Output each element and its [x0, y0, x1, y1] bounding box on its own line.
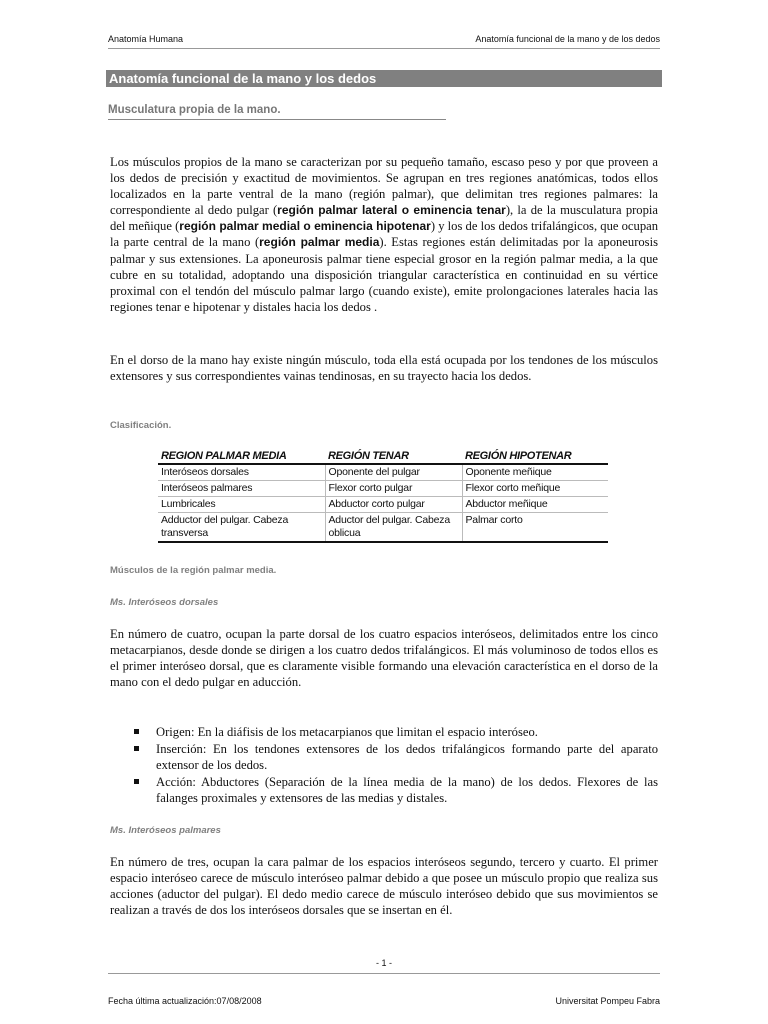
- intro-bold-hipotenar: región palmar medial o eminencia hipotenar: [179, 219, 431, 234]
- table-header-row: [158, 449, 608, 464]
- table-cell: Aductor del pulgar. Cabeza oblicua: [325, 513, 462, 543]
- intro-text-d: ) y los de los dedos trifalángicos, que ocupan la parte central de la mano (: [110, 219, 659, 250]
- classification-heading: Clasificación.: [110, 420, 172, 431]
- intro-text-c: ), la de la musculatura propia del meñique (: [110, 203, 658, 234]
- table-header: REGION PALMAR MEDIA: [158, 449, 325, 464]
- palmares-heading: Ms. Interóseos palmares: [110, 825, 221, 836]
- palmares-paragraph: En número de tres, ocupan la cara palmar de los espacios interóseos segundo, tercero y cuarto. El primer espacio interóseo carece de músculo interóseo palmar debido a que posee un músculo propio que realiza sus acciones (aductor del pulgar). El dedo medio carece de músculo interóseo debido que sus movimientos se realizan a través de dos los interóseos dorsales que se insertan en él.: [110, 855, 658, 918]
- table-row: [158, 513, 608, 543]
- bullet-text: Origen: En la diáfisis de los metacarpianos que limitan el espacio interóseo.: [156, 725, 538, 739]
- footer-divider: [108, 973, 660, 974]
- intro-text-a: Los músculos propios de la mano se caracterizan por su pequeño tamaño, escaso peso y por que proveen a los dedos de precisión y exactitud de movimientos. Se agrupan en tres regiones anatómicas, todos ellos localizados en la parte ventral de la mano (región palmar), que delimitan tres regiones palmares: la correspondiente al dedo pulgar (: [110, 155, 658, 218]
- table-row: [158, 497, 608, 513]
- intro-paragraph: [110, 154, 658, 315]
- bullet-text: Acción: Abductores (Separación de la línea media de la mano) de los dedos. Flexores de las falanges proximales y extensores de las medias y distales.: [156, 775, 658, 806]
- table-cell: Oponente meñique: [462, 464, 608, 481]
- section-subtitle: Musculatura propia de la mano.: [108, 104, 446, 120]
- table-cell: Adductor del pulgar. Cabeza transversa: [158, 513, 325, 543]
- table-cell: Flexor corto pulgar: [325, 481, 462, 497]
- intro-text-e: ). Estas regiones están delimitadas por la aponeurosis palmar y sus extensiones. La aponeurosis palmar tiene especial grosor en la región palmar media, a la que cubre en su totalidad, adoptando una disposición triangular característica en continuidad en su vértice proximal con el tendón del músculo palmar largo (cuando existe), emite prolongaciones laterales hacia las regiones tenar e hipotenar y distales hacia los dedos .: [110, 235, 658, 314]
- table-cell: Oponente del pulgar: [325, 464, 462, 481]
- list-item: [110, 724, 658, 740]
- classification-table: [158, 449, 608, 543]
- bullet-square-icon: [134, 779, 139, 784]
- dorso-paragraph: En el dorso de la mano hay existe ningún músculo, toda ella está ocupada por los tendones de los músculos extensores y sus correspondientes vainas tendinosas, en su trayecto hacia los dedos.: [110, 353, 658, 384]
- page-number: - 1 -: [375, 958, 392, 968]
- bullet-text: Inserción: En los tendones extensores de los dedos trifalángicos formando parte del aparato extensor de los dedos.: [156, 742, 658, 773]
- table-row: [158, 481, 608, 497]
- bullet-square-icon: [134, 729, 139, 734]
- dorsales-paragraph: En número de cuatro, ocupan la parte dorsal de los cuatro espacios interóseos, delimitados entre los cinco metacarpianos, desde donde se dirigen a los cuatro dedos trifalángicos. El más voluminoso de todos ellos es el primer interóseo dorsal, que es claramente visible formando una elevación característica en el dorso de la mano con el dedo pulgar en aducción.: [110, 627, 658, 690]
- table-cell: Interóseos dorsales: [158, 464, 325, 481]
- intro-bold-media: región palmar media: [259, 235, 380, 250]
- intro-bold-tenar: región palmar lateral o eminencia tenar: [277, 203, 506, 218]
- bullet-square-icon: [134, 746, 139, 751]
- table-cell: Lumbricales: [158, 497, 325, 513]
- table-cell: Interóseos palmares: [158, 481, 325, 497]
- header-left: Anatomía Humana: [108, 34, 184, 44]
- page-title: Anatomía funcional de la mano y los dedos: [106, 70, 662, 87]
- table-cell: Palmar corto: [462, 513, 608, 543]
- page-header: [108, 34, 660, 49]
- table-row: [158, 464, 608, 481]
- footer-institution: Universitat Pompeu Fabra: [555, 996, 660, 1006]
- table-cell: Abductor meñique: [462, 497, 608, 513]
- list-item: [110, 774, 658, 806]
- list-item: [110, 741, 658, 773]
- table-header: REGIÓN TENAR: [325, 449, 462, 464]
- table-cell: Flexor corto meñique: [462, 481, 608, 497]
- table-header: REGIÓN HIPOTENAR: [462, 449, 608, 464]
- footer-date: Fecha última actualización:07/08/2008: [108, 996, 262, 1006]
- table-cell: Abductor corto pulgar: [325, 497, 462, 513]
- section-media-heading: Músculos de la región palmar media.: [110, 565, 277, 576]
- dorsales-heading: Ms. Interóseos dorsales: [110, 597, 219, 608]
- dorsales-bullet-list: [110, 724, 658, 807]
- header-right: Anatomía funcional de la mano y de los dedos: [475, 34, 660, 44]
